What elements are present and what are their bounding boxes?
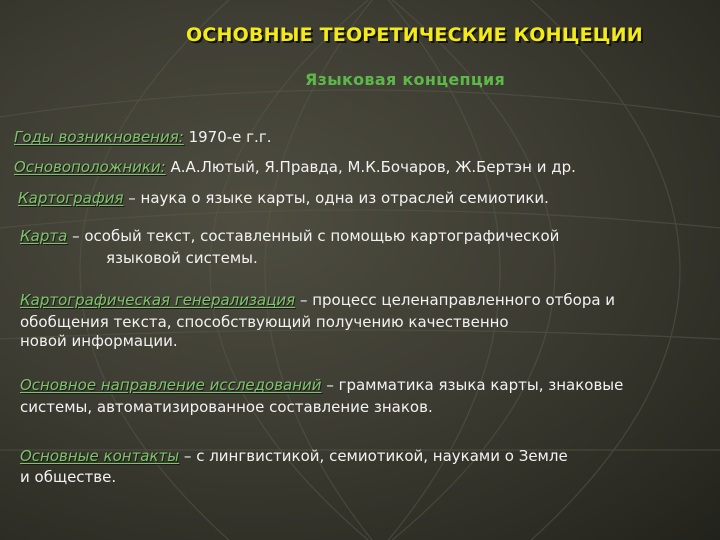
item-contacts (20, 446, 568, 466)
item-term: Основоположники: (14, 158, 166, 176)
item-contacts-continuation: и обществе. (20, 468, 117, 486)
item-text: – грамматика языка карты, знаковые (326, 376, 624, 394)
item-research-direction-continuation: системы, автоматизированное составление знаков. (20, 398, 433, 416)
item-map (20, 226, 559, 246)
slide-title: ОСНОВНЫЕ ТЕОРЕТИЧЕСКИЕ КОНЦЕЦИИ (186, 24, 643, 46)
item-term: Картография (18, 189, 124, 207)
item-cartography (18, 188, 549, 208)
item-map-continuation: языковой системы. (106, 249, 258, 267)
item-term: Картографическая генерализация (20, 291, 296, 309)
item-generalization (20, 290, 615, 310)
item-text: А.А.Лютый, Я.Правда, М.К.Бочаров, Ж.Бертэн и др. (170, 158, 576, 176)
item-text: – процесс целенаправленного отбора и (299, 291, 616, 309)
item-text: – особый текст, составленный с помощью картографической (72, 227, 560, 245)
item-term: Годы возникновения: (14, 128, 184, 146)
item-text: 1970-е г.г. (188, 128, 272, 146)
item-term: Основные контакты (20, 447, 180, 465)
item-generalization-continuation: новой информации. (20, 332, 178, 350)
item-text: – наука о языке карты, одна из отраслей семиотики. (128, 189, 549, 207)
item-text: – с лингвистикой, семиотикой, науками о Земле (183, 447, 568, 465)
item-research-direction (20, 375, 623, 395)
slide-subtitle: Языковая концепция (305, 70, 506, 89)
item-generalization-continuation: обобщения текста, способствующий получению качественно (20, 313, 509, 331)
item-years (14, 127, 271, 147)
item-term: Основное направление исследований (20, 376, 322, 394)
item-term: Карта (20, 227, 68, 245)
item-founders (14, 157, 576, 177)
